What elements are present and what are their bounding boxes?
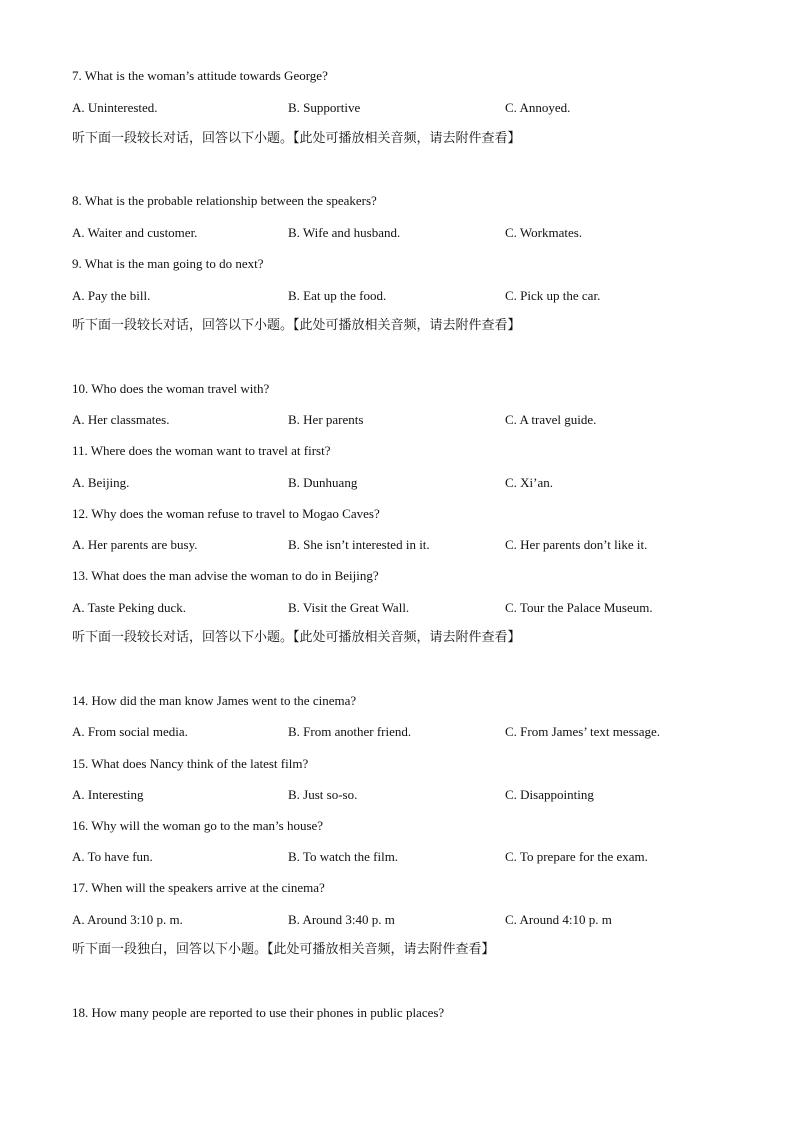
q16-option-a: A. To have fun. (72, 849, 153, 864)
question-18: 18. How many people are reported to use their phones in public places? (72, 1005, 445, 1020)
q7-option-b: B. Supportive (288, 100, 361, 115)
q17-option-c: C. Around 4:10 p. m (505, 912, 612, 927)
instruction-dialogue-2[interactable]: 听下面一段较长对话，回答以下小题。【此处可播放相关音频，请去附件查看】 (72, 318, 521, 333)
q13-option-a: A. Taste Peking duck. (72, 600, 187, 615)
q15-option-b: B. Just so-so. (288, 787, 358, 802)
question-9: 9. What is the man going to do next? (72, 256, 264, 271)
question-16: 16. Why will the woman go to the man’s house? (72, 818, 324, 833)
q8-option-c: C. Workmates. (505, 225, 583, 240)
q10-option-c: C. A travel guide. (505, 412, 597, 427)
question-14: 14. How did the man know James went to the cinema? (72, 693, 357, 708)
q9-option-a: A. Pay the bill. (72, 288, 151, 303)
q13-option-c: C. Tour the Palace Museum. (505, 600, 653, 615)
question-10: 10. Who does the woman travel with? (72, 381, 270, 396)
q10-option-a: A. Her classmates. (72, 412, 170, 427)
instruction-dialogue-1[interactable]: 听下面一段较长对话，回答以下小题。【此处可播放相关音频，请去附件查看】 (72, 131, 521, 146)
q14-option-b: B. From another friend. (288, 724, 412, 739)
q12-option-c: C. Her parents don’t like it. (505, 537, 648, 552)
q13-option-b: B. Visit the Great Wall. (288, 600, 410, 615)
q16-option-c: C. To prepare for the exam. (505, 849, 648, 864)
q9-option-b: B. Eat up the food. (288, 288, 387, 303)
q17-option-b: B. Around 3:40 p. m (288, 912, 395, 927)
question-7: 7. What is the woman’s attitude towards George? (72, 68, 328, 83)
question-17: 17. When will the speakers arrive at the cinema? (72, 880, 325, 895)
q11-option-a: A. Beijing. (72, 475, 130, 490)
q15-option-a: A. Interesting (72, 787, 144, 802)
q12-option-a: A. Her parents are busy. (72, 537, 198, 552)
q14-option-c: C. From James’ text message. (505, 724, 661, 739)
question-15: 15. What does Nancy think of the latest film? (72, 756, 309, 771)
instruction-monologue[interactable]: 听下面一段独白，回答以下小题。【此处可播放相关音频，请去附件查看】 (72, 942, 495, 957)
q8-option-b: B. Wife and husband. (288, 225, 401, 240)
question-12: 12. Why does the woman refuse to travel to Mogao Caves? (72, 506, 380, 521)
q15-option-c: C. Disappointing (505, 787, 594, 802)
q8-option-a: A. Waiter and customer. (72, 225, 198, 240)
question-8: 8. What is the probable relationship between the speakers? (72, 193, 377, 208)
q12-option-b: B. She isn’t interested in it. (288, 537, 430, 552)
question-13: 13. What does the man advise the woman to do in Beijing? (72, 568, 379, 583)
question-11: 11. Where does the woman want to travel at first? (72, 443, 331, 458)
q7-option-c: C. Annoyed. (505, 100, 571, 115)
q9-option-c: C. Pick up the car. (505, 288, 601, 303)
q17-option-a: A. Around 3:10 p. m. (72, 912, 183, 927)
q11-option-b: B. Dunhuang (288, 475, 358, 490)
q16-option-b: B. To watch the film. (288, 849, 399, 864)
q11-option-c: C. Xi’an. (505, 475, 554, 490)
q10-option-b: B. Her parents (288, 412, 364, 427)
instruction-dialogue-3[interactable]: 听下面一段较长对话，回答以下小题。【此处可播放相关音频，请去附件查看】 (72, 630, 521, 645)
q7-option-a: A. Uninterested. (72, 100, 158, 115)
q14-option-a: A. From social media. (72, 724, 188, 739)
